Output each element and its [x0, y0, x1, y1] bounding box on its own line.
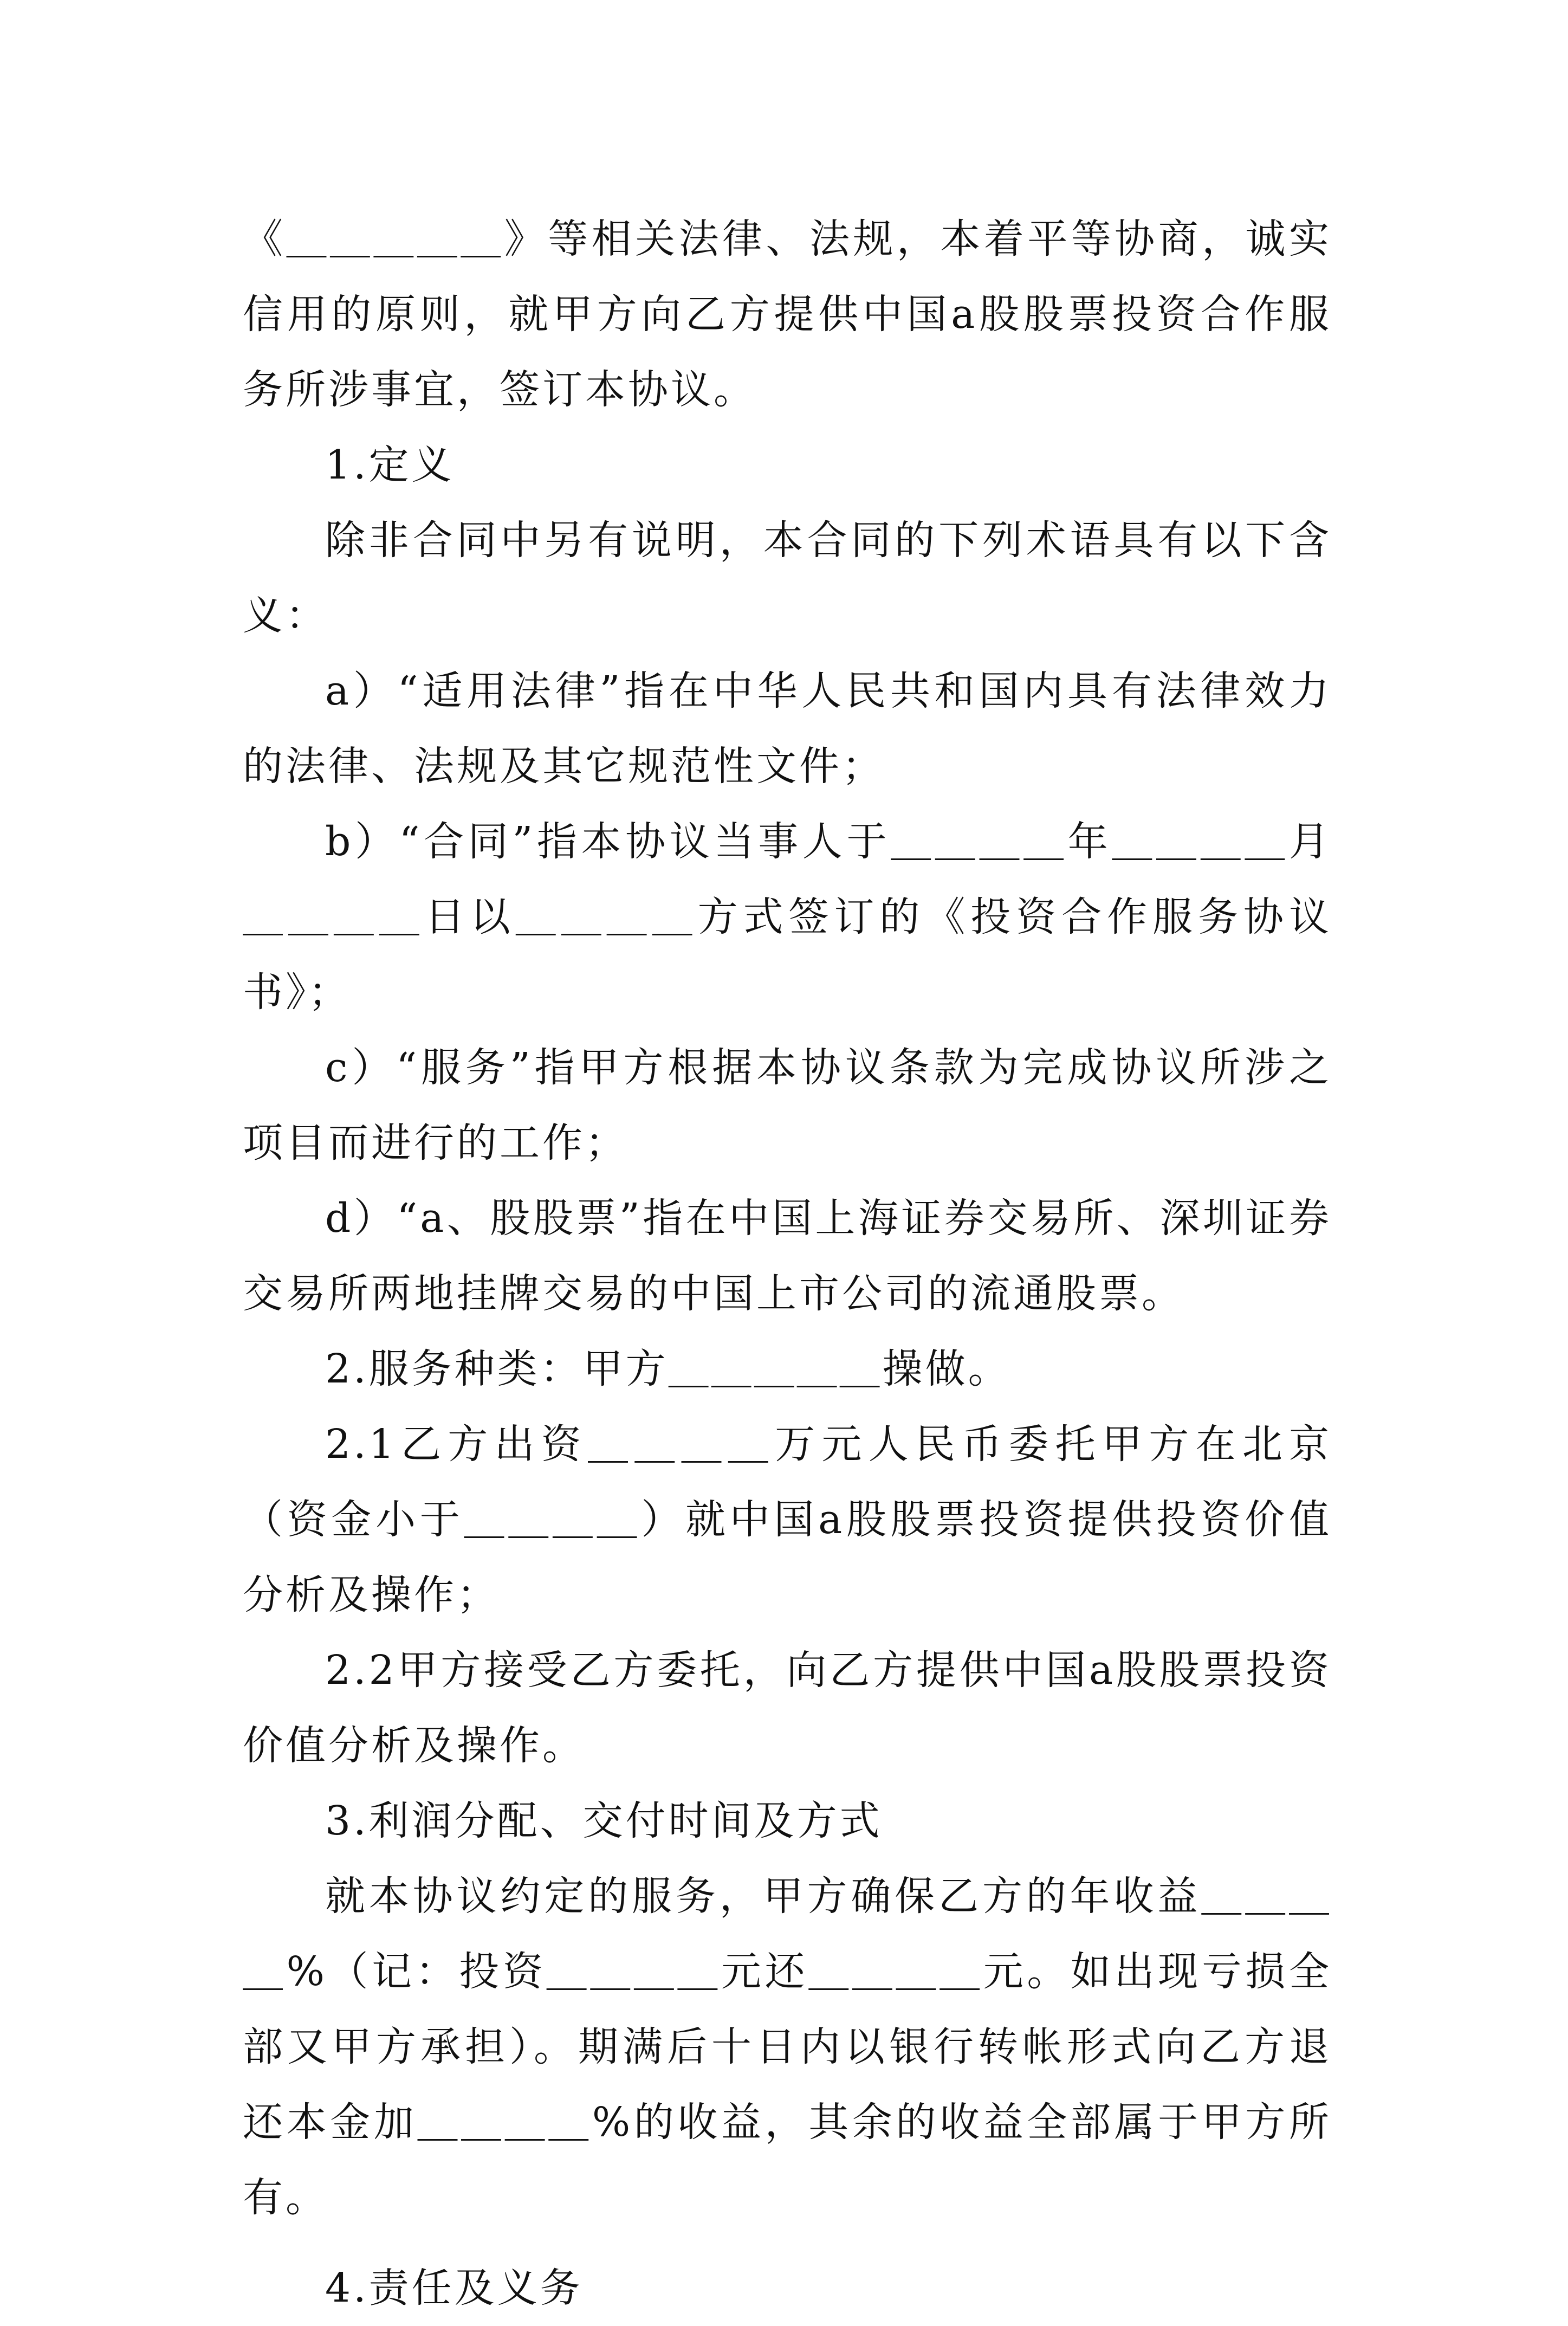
- definition-c: c）“服务”指甲方根据本协议条款为完成协议所涉之项目而进行的工作；: [243, 1044, 1332, 1166]
- document-page: [243, 202, 1332, 2326]
- section-2-heading: 2.服务种类：甲方＿＿＿＿＿操做。: [325, 1346, 1011, 1392]
- clause-2-1: 2.1乙方出资＿＿＿＿万元人民币委托甲方在北京（资金小于＿＿＿＿）就中国a股股票投资提供投资价值分析及操作；: [243, 1421, 1332, 1618]
- definition-d: d）“a、股股票”指在中国上海证券交易所、深圳证券交易所两地挂牌交易的中国上市公司的流通股票。: [243, 1195, 1332, 1317]
- section-3-heading: 3.利润分配、交付时间及方式: [325, 1798, 883, 1844]
- profit-paragraph: 就本协议约定的服务，甲方确保乙方的年收益＿＿＿＿%（记：投资＿＿＿＿元还＿＿＿＿元。如出现亏损全部又甲方承担）。期满后十日内以银行转帐形式向乙方退还本金加＿＿＿＿%的收益，其余的收益全部属于甲方所有。: [243, 1873, 1332, 2221]
- intro-paragraph: 《＿＿＿＿＿》等相关法律、法规，本着平等协商，诚实信用的原则，就甲方向乙方提供中国a股股票投资合作服务所涉事宜，签订本协议。: [243, 216, 1332, 413]
- definition-b: b）“合同”指本协议当事人于＿＿＿＿年＿＿＿＿月＿＿＿＿日以＿＿＿＿方式签订的《投资合作服务协议书》；: [243, 818, 1332, 1016]
- section-1-heading: 1.定义: [325, 442, 455, 488]
- clause-2-2: 2.2甲方接受乙方委托，向乙方提供中国a股股票投资价值分析及操作。: [243, 1647, 1332, 1769]
- section-4-heading: 4.责任及义务: [325, 2265, 583, 2311]
- definitions-intro: 除非合同中另有说明，本合同的下列术语具有以下含义：: [243, 517, 1332, 639]
- definition-a: a）“适用法律”指在中华人民共和国内具有法律效力的法律、法规及其它规范性文件；: [243, 668, 1332, 790]
